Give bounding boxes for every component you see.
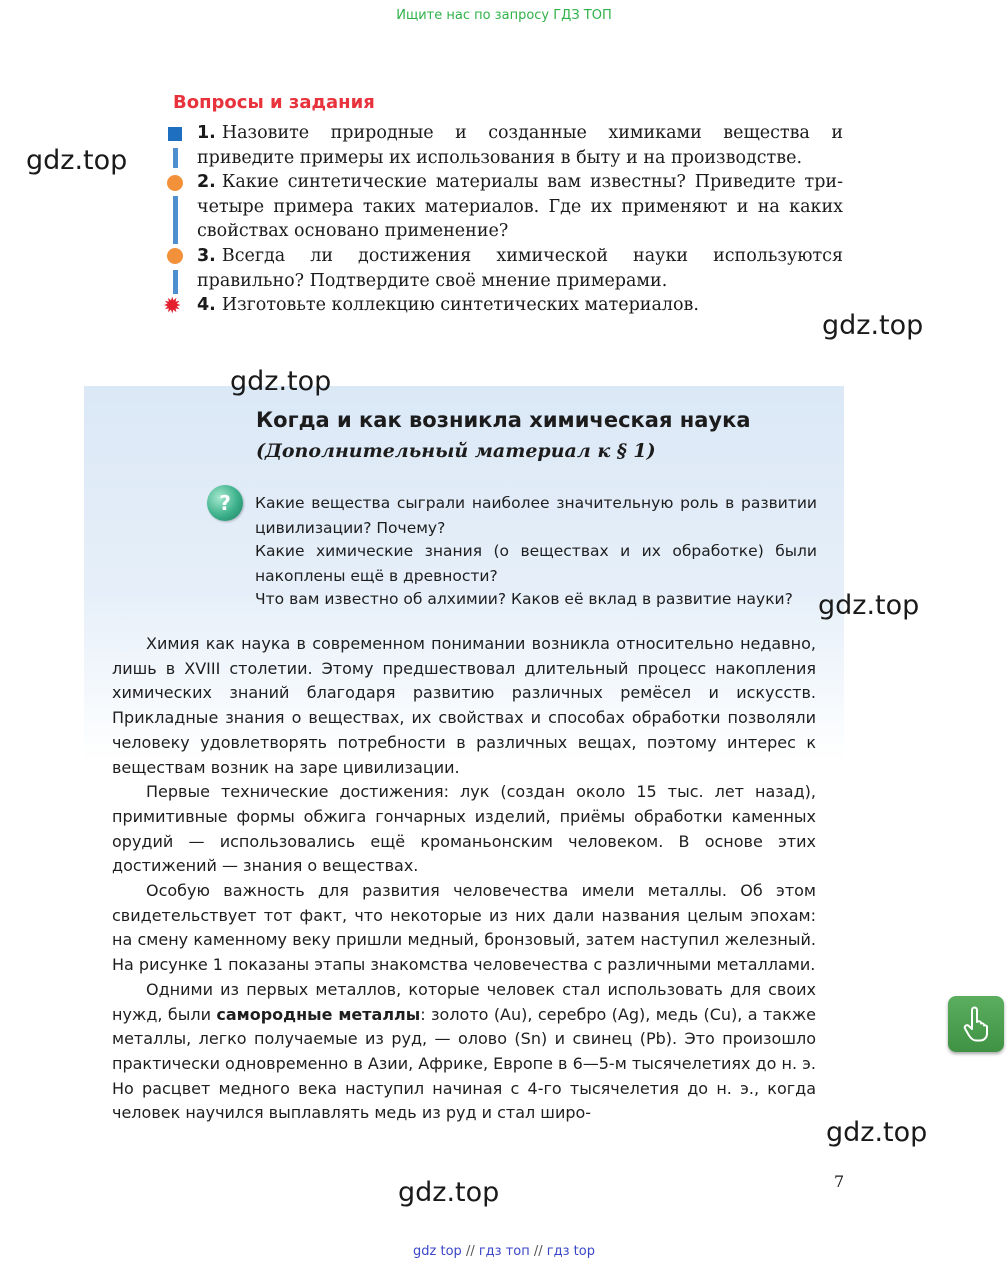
questions-title: Вопросы и задания [173,92,375,113]
paragraph: Особую важность для развития человечества имели металлы. Об этом свидетельствует тот факт, что некоторые из них дали названия целым эпохам: на смену каменному веку пришли медный, бронзовый, затем наступил железный. На рисунке 1 показаны этапы знакомства человечества с различными металлами. [112,881,816,975]
watermark: gdz.top [26,145,128,176]
question-item [197,293,843,318]
intro-question: Какие вещества сыграли наиболее значительную роль в развитии цивилизации? Почему? [255,494,817,537]
header-note: Ищите нас по запросу ГДЗ ТОП [396,8,612,23]
star-marker-icon: ✹ [163,294,182,319]
question-item [197,170,843,244]
watermark: gdz.top [822,310,924,341]
side-action-button[interactable] [948,996,1004,1052]
question-number: 1. [197,123,216,143]
question-divider [173,148,178,168]
question-divider [173,196,178,244]
question-divider [173,270,178,294]
watermark: gdz.top [398,1177,500,1208]
footer-link[interactable]: гдз топ [478,1244,530,1259]
paragraph: Химия как наука в современном понимании возникла относительно недавно, лишь в XVIII столетии. Этому предшествовал длительный процесс накопления химических знаний благодаря развитию различных ремёсел и искусств. Прикладные знания о веществах, их свойствах и способах обработки позволяли человеку удовлетворять потребности в различных вещах, поэтому интерес к веществам возник на заре цивилизации. [112,634,816,777]
watermark: gdz.top [230,366,332,397]
paragraph: Первые технические достижения: лук (создан около 15 тыс. лет назад), примитивные формы обжига гончарных изделий, приёмы обработки каменных орудий — использовались ещё кроманьонским человеком. В основе этих достижений — знания о веществах. [112,782,816,876]
paragraph-text: Одними из первых металлов, которые человек стал использовать для своих нужд, были [112,979,816,1024]
paragraph [112,978,816,1126]
paragraph-text: : золото (Au), серебро (Ag), медь (Cu), а также металлы, легко получаемые из руд, — олово (Sn) и свинец (Pb). Это произошло практически одновременно в Азии, Африке, Европе в 6—5-м тысячелетиях до н. э. Но расцвет медного века наступил начиная с 4-го тысячелетия до н. э., когда человек научился выплавлять медь из руд и стал широ- [112,1004,817,1123]
question-text: Всегда ли достижения химической науки используются правильно? Подтвердите своё мнение примерами. [197,246,843,291]
section-title: Когда и как возникла химическая наука [256,408,751,432]
question-number: 3. [197,246,216,266]
section-subtitle: (Дополнительный материал к § 1) [256,440,656,462]
circle-marker-icon [167,175,183,191]
page-number: 7 [834,1172,845,1191]
watermark: gdz.top [818,590,920,621]
circle-marker-icon [167,248,183,264]
square-marker-icon [168,127,182,141]
bold-term: самородные металлы [216,1004,421,1024]
intro-question: Какие химические знания (о веществах и их обработке) были накоплены ещё в древности? [255,542,817,585]
question-text: Назовите природные и созданные химиками вещества и приведите примеры их использования в быту и на производстве. [197,123,843,168]
footer-links [0,1244,1008,1259]
question-number: 2. [197,172,216,192]
intro-question: Что вам известно об алхимии? Каков её вклад в развитие науки? [255,590,793,608]
question-text: Изготовьте коллекцию синтетических материалов. [221,295,699,315]
body-text [112,632,816,1126]
question-badge-icon: ? [207,485,243,521]
hand-pointer-icon [960,1006,992,1042]
question-item [197,121,843,170]
watermark: gdz.top [826,1117,928,1148]
footer-link[interactable]: gdz top [413,1244,462,1259]
question-number: 4. [197,295,216,315]
footer-separator: // [465,1244,475,1259]
footer-link[interactable]: гдз top [546,1244,595,1259]
question-text: Какие синтетические материалы вам известны? Приведите три-четыре примера таких материалов. Где их применяют и на каких свойствах основано применение? [197,172,843,241]
question-item [197,244,843,293]
footer-separator: // [533,1244,543,1259]
